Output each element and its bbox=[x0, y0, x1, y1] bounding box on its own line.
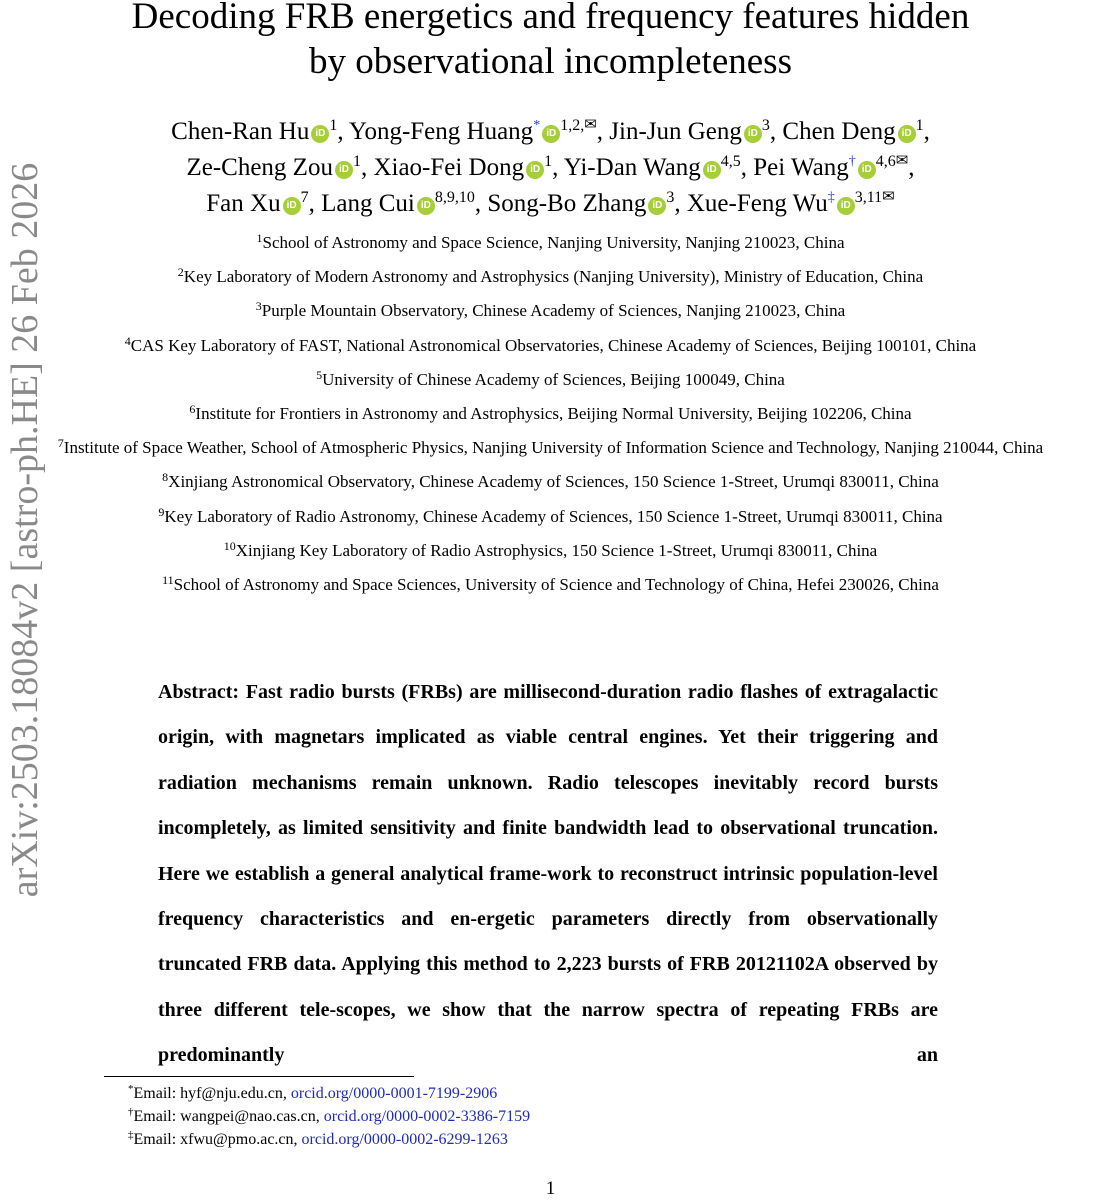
orcid-link[interactable]: orcid.org/0000-0002-3386-7159 bbox=[323, 1108, 531, 1125]
orcid-icon[interactable]: iD bbox=[283, 197, 301, 215]
affiliation-list bbox=[0, 226, 1101, 602]
page-number: 1 bbox=[545, 1178, 556, 1199]
affiliation: $^3$Purple Mountain Observatory, Chinese Academy of Sciences, Nanjing 210023, China bbox=[255, 299, 846, 321]
affiliation: $^8$Xinjiang Astronomical Observatory, Chinese Academy of Sciences, 150 Science 1-Street, Urumqi 830011, China bbox=[162, 470, 939, 492]
author-line-1: Chen-Ran Hu iD $^1$, Yong-Feng Huang*iD $^{1,2,✉}$, Jin-Jun Geng iD $^3$, Chen Deng iD $^1$, bbox=[171, 117, 930, 145]
author-line-2: Ze-Cheng Zou iD $^1$, Xiao-Fei Dong iD $^1$, Yi-Dan Wang iD $^{4,5}$, Pei Wang†iD $^{4,6✉}$, bbox=[186, 153, 915, 181]
abstract-text: Fast radio bursts (FRBs) are millisecond-duration radio flashes of extragalactic origin, with magnetars implicated as viable central engines. Yet their triggering and radiation mechanisms remain unknown. Radio telescopes inevitably record bursts incompletely, as limited sensitivity and finite bandwidth lead to observational truncation. Here we establish a general analytical frame-work to reconstruct intrinsic population-level frequency characteristics and en-ergetic parameters directly from observationally truncated FRB data. Applying this method to 2,223 bursts of FRB 20121102A observed by three different tele-scopes, we show that the narrow spectra of repeating FRBs are predominantly an bbox=[158, 681, 939, 1067]
affiliation: $^6$Institute for Frontiers in Astronomy and Astrophysics, Beijing Normal University, Beijing 102206, China bbox=[189, 402, 912, 424]
email-address: xfwu@pmo.ac.cn, bbox=[180, 1131, 298, 1148]
affiliation-ref: 3 bbox=[761, 117, 770, 134]
affiliation-ref: 1 bbox=[915, 117, 924, 134]
affiliation: $^2$Key Laboratory of Modern Astronomy and Astrophysics (Nanjing University), Ministry of Education, China bbox=[177, 265, 924, 287]
arxiv-identifier: arXiv:2503.18084v2 [astro-ph.HE] 26 Feb 2026 bbox=[4, 162, 46, 898]
email-address: hyf@nju.edu.cn, bbox=[180, 1085, 287, 1102]
affiliation: $^1$School of Astronomy and Space Science, Nanjing University, Nanjing 210023, China bbox=[256, 231, 845, 252]
author: Jin-Jun Geng iD $^3$ bbox=[609, 117, 770, 145]
orcid-icon[interactable]: iD bbox=[526, 161, 544, 179]
title-line-2: by observational incompleteness bbox=[309, 41, 792, 82]
author: Song-Bo Zhang iD $^3$ bbox=[487, 189, 675, 217]
envelope-icon: ✉ bbox=[895, 153, 909, 169]
footnote: ‡Email: xfwu@pmo.ac.cn, orcid.org/0000-0002-6299-1263 bbox=[128, 1129, 508, 1148]
author: Chen-Ran Hu iD $^1$ bbox=[171, 117, 338, 145]
abstract bbox=[158, 670, 938, 1079]
orcid-icon[interactable]: iD bbox=[744, 125, 762, 143]
footnotes bbox=[128, 1082, 530, 1151]
paper-title bbox=[0, 0, 1101, 84]
author: Xue-Feng Wu‡iD $^{3,11✉}$ bbox=[686, 189, 895, 217]
author: Yong-Feng Huang*iD $^{1,2,✉}$ bbox=[348, 117, 597, 145]
orcid-icon[interactable]: iD bbox=[703, 161, 721, 179]
affiliation-ref: 4,5 bbox=[720, 153, 741, 170]
affiliation-ref: 1,2, bbox=[560, 117, 585, 134]
orcid-link[interactable]: orcid.org/0000-0001-7199-2906 bbox=[290, 1085, 498, 1102]
author-list bbox=[0, 114, 1101, 222]
author: Fan Xu iD $^7$ bbox=[206, 189, 309, 217]
affiliation: $^{11}$School of Astronomy and Space Sciences, University of Science and Technology of China, Hefei 230026, China bbox=[162, 573, 939, 595]
footnote-mark[interactable]: † bbox=[848, 154, 856, 169]
orcid-icon[interactable]: iD bbox=[335, 161, 353, 179]
author: Pei Wang†iD $^{4,6✉}$ bbox=[753, 153, 909, 181]
affiliation: $^4$CAS Key Laboratory of FAST, National Astronomical Observatories, Chinese Academy of Sciences, Beijing 100101, China bbox=[124, 333, 977, 355]
title-line-1: Decoding FRB energetics and frequency features hidden bbox=[131, 0, 970, 37]
affiliation: $^{10}$Xinjiang Key Laboratory of Radio Astrophysics, 150 Science 1-Street, Urumqi 830011, China bbox=[223, 538, 878, 560]
affiliation-ref: 1 bbox=[329, 117, 338, 134]
orcid-icon[interactable]: iD bbox=[858, 161, 876, 179]
author: Yi-Dan Wang iD $^{4,5}$ bbox=[563, 153, 741, 181]
envelope-icon: ✉ bbox=[584, 117, 597, 133]
orcid-icon[interactable]: iD bbox=[648, 197, 666, 215]
author: Lang Cui iD $^{8,9,10}$ bbox=[321, 189, 475, 217]
footnote-mark[interactable]: * bbox=[533, 118, 541, 133]
affiliation-ref: 4,6 bbox=[875, 153, 896, 170]
orcid-icon[interactable]: iD bbox=[837, 197, 855, 215]
affiliation-ref: 8,9,10 bbox=[434, 189, 475, 206]
orcid-link[interactable]: orcid.org/0000-0002-6299-1263 bbox=[301, 1131, 508, 1148]
author: Xiao-Fei Dong iD $^1$ bbox=[373, 153, 553, 181]
affiliation: $^7$Institute of Space Weather, School of Atmospheric Physics, Nanjing University of Information Science and Technology, Nanjing 210044, China bbox=[57, 436, 1044, 458]
author: Chen Deng iD $^1$ bbox=[782, 117, 924, 145]
orcid-icon[interactable]: iD bbox=[311, 125, 329, 143]
affiliation-ref: 3 bbox=[666, 189, 675, 206]
envelope-icon: ✉ bbox=[882, 189, 895, 205]
affiliation-ref: 1 bbox=[544, 153, 553, 170]
footnote: †Email: wangpei@nao.cas.cn, orcid.org/0000-0002-3386-7159 bbox=[128, 1106, 531, 1125]
author-line-3: Fan Xu iD $^7$, Lang Cui iD $^{8,9,10}$, Song-Bo Zhang iD $^3$, Xue-Feng Wu‡iD $^{3,11✉}$ bbox=[206, 189, 895, 217]
affiliation-ref: 3,11 bbox=[854, 189, 883, 206]
email-address: wangpei@nao.cas.cn, bbox=[180, 1108, 320, 1125]
orcid-icon[interactable]: iD bbox=[542, 125, 560, 143]
affiliation: $^5$University of Chinese Academy of Sciences, Beijing 100049, China bbox=[316, 367, 785, 389]
orcid-icon[interactable]: iD bbox=[898, 125, 916, 143]
footnote-divider bbox=[104, 1076, 414, 1077]
footnote: *Email: hyf@nju.edu.cn, orcid.org/0000-0001-7199-2906 bbox=[128, 1083, 498, 1102]
footnote-mark[interactable]: ‡ bbox=[827, 190, 835, 205]
orcid-icon[interactable]: iD bbox=[417, 197, 435, 215]
affiliation: $^9$Key Laboratory of Radio Astronomy, Chinese Academy of Sciences, 150 Science 1-Street, Urumqi 830011, China bbox=[158, 504, 943, 526]
author: Ze-Cheng Zou iD $^1$ bbox=[186, 153, 361, 181]
affiliation-ref: 7 bbox=[300, 189, 309, 206]
affiliation-ref: 1 bbox=[352, 153, 361, 170]
abstract-label: Abstract: bbox=[158, 681, 240, 703]
